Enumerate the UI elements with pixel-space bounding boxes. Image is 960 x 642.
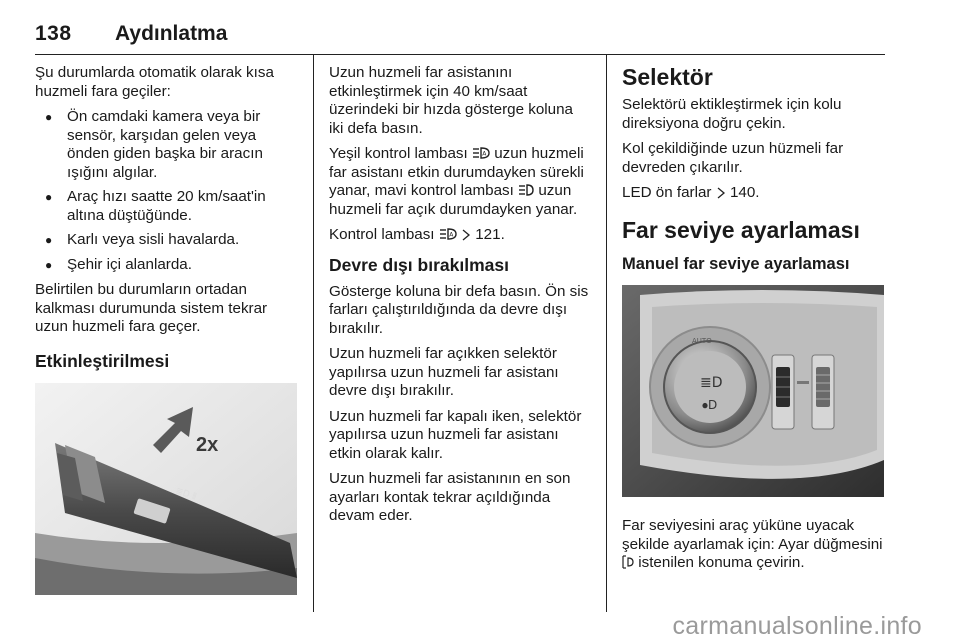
- svg-text:≣D: ≣D: [700, 375, 723, 391]
- column-right: [622, 64, 884, 580]
- deactivation-paragraph-2: Uzun huzmeli far açıkken selektör yapılırsa uzun huzmeli far asistanı devre dışı bırakılır.: [329, 345, 559, 399]
- light-switch-illustration: [622, 285, 884, 497]
- flash-paragraph-1: Selektörü ektikleştirmek için kolu direksiyona doğru çekin.: [622, 96, 842, 132]
- activation-paragraph: Uzun huzmeli far asistanını etkinleştirmek için 40 km/saat üzerindeki bir hızda gösterge koluna iki defa basın.: [329, 64, 573, 137]
- page-reference-arrow-icon: [461, 229, 471, 241]
- svg-text:⦁D: ⦁D: [702, 398, 718, 412]
- page-number: 138: [35, 22, 72, 45]
- range-adjust-paragraph: Far seviyesini araç yüküne uyacak şekilde ayarlamak için: Ayar düğmesini istenilen konuma çevirin.: [622, 517, 883, 571]
- column-middle: [329, 64, 589, 533]
- list-item: ● Şehir içi alanlarda.: [35, 256, 297, 275]
- flash-paragraph-2: Kol çekildiğinde uzun hüzmeli far devreden çıkarılır.: [622, 140, 844, 176]
- knob-auto-label: AUTO: [692, 337, 712, 345]
- column-divider-2: [606, 55, 607, 612]
- high-beam-assist-icon: [472, 146, 490, 160]
- high-beam-assist-icon: [439, 227, 457, 241]
- page-header: [35, 22, 885, 55]
- section-heading-activation: Etkinleştirilmesi: [35, 350, 170, 371]
- light-switch-figure: [622, 285, 884, 497]
- svg-text:≣D ⦀: ≣D ⦀: [174, 485, 198, 502]
- led-reference-paragraph: LED ön farlar 140.: [622, 184, 760, 201]
- headlight-range-icon: [622, 555, 634, 569]
- deactivation-paragraph-1: Gösterge koluna bir defa basın. Ön sis farları çalıştırıldığında da devre dışı bırakılır.: [329, 282, 589, 337]
- column-left: [35, 64, 297, 595]
- section-heading-deactivation: Devre dışı bırakılması: [329, 254, 509, 275]
- high-beam-icon: [518, 183, 534, 197]
- list-item: ● Araç hızı saatte 20 km/saat'in altına düştüğünde.: [35, 188, 297, 225]
- page-reference-arrow-icon: [716, 187, 726, 199]
- control-lamp-paragraph: Yeşil kontrol lambası A uzun huzmeli far asistanı etkin durumdayken sürekli yanar, mavi kontrol lambası uzun huzmeli far açık durumdayken yanar.: [329, 145, 584, 218]
- deactivation-paragraph-4: Uzun huzmeli far asistanının en son ayarları kontak tekrar açıldığında devam eder.: [329, 470, 571, 524]
- after-paragraph: Belirtilen bu durumların ortadan kalkması durumunda sistem tekrar uzun huzmeli fara geçer.: [35, 281, 268, 335]
- list-item: ● Ön camdaki kamera veya bir sensör, karşıdan gelen veya önden giden başka bir aracın ışığını algılar.: [35, 108, 297, 182]
- list-item: ● Karlı veya sisli havalarda.: [35, 231, 297, 250]
- section-heading-range-adjust: Far seviye ayarlaması: [622, 216, 860, 243]
- turn-signal-stalk-illustration: [35, 383, 297, 595]
- svg-text:A: A: [449, 231, 454, 239]
- condition-list: [35, 108, 297, 274]
- chapter-title: Aydınlatma: [115, 22, 228, 45]
- column-divider-1: [313, 55, 314, 612]
- stalk-figure: [35, 383, 297, 595]
- subheading-manual-range: Manuel far seviye ayarlaması: [622, 254, 850, 273]
- lamp-reference-paragraph: Kontrol lambası A 121.: [329, 226, 505, 243]
- section-heading-flash: Selektör: [622, 64, 713, 90]
- figure-label-2x: 2x: [196, 433, 219, 456]
- intro-paragraph: Şu durumlarda otomatik olarak kısa huzmeli fara geçiler:: [35, 64, 274, 100]
- deactivation-paragraph-3: Uzun huzmeli far kapalı iken, selektör yapılırsa uzun huzmeli far asistanı etkin olarak kalır.: [329, 407, 582, 462]
- watermark: carmanualsonline.info: [672, 612, 922, 640]
- svg-text:A: A: [482, 150, 487, 158]
